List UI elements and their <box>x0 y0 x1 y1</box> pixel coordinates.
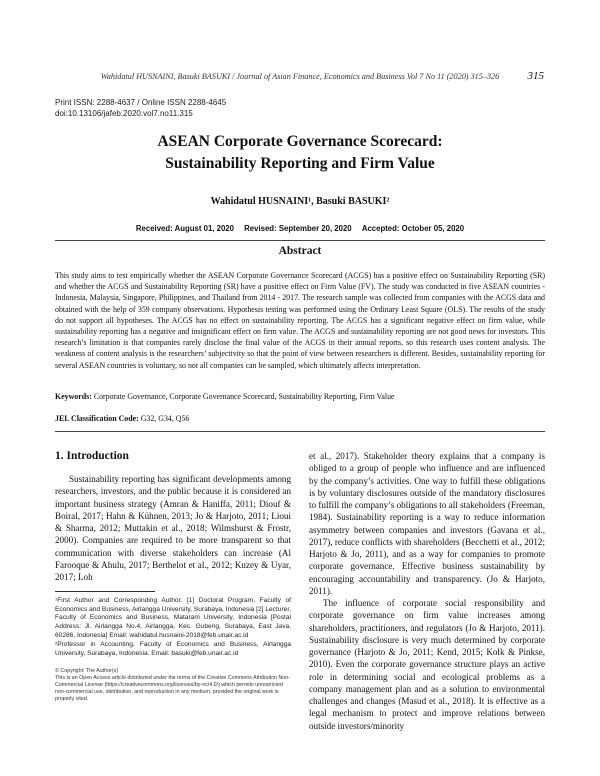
footnote-1: ¹First Author and Corresponding Author. [1] Doctoral Program, Faculty of Economics and Business, Airlangga University, Surabaya, Indonesia [2] Lecturer, Faculty of Economics and Business, Mataram University, Indonesia [Postal Address: Jl. Airlangga No.4, Airlangga, Kec. Gubeng, Surabaya, East Java, 60286, Indonesia] Email: wahidatul.husnaini-2018@feb.unair.ac.id <box>55 597 291 639</box>
copyright-notice <box>55 668 291 702</box>
revised-date: Revised: September 20, 2020 <box>244 224 352 233</box>
intro-paragraph-2: The influence of corporate social responsibility and corporate governance on firm value increases among shareholders, practitioners, and regulators (Jo & Harjoto, 2011). Sustainability disclosure is very much determined by corporate governance (Harjoto & Jo, 2011; Kend, 2015; Kolk & Pinkse, 2010). Even the corporate governance structure plays an active role in determining social and ecological problems as a company management plan and as a solution to environmental challenges and changes (Masud et al., 2018). It is effective as a legal mechanism to protect and improve relations between outside investors/minority <box>309 598 545 731</box>
left-column <box>55 450 291 702</box>
doi-line: doi:10.13106/jafeb.2020.vol7.no11.315 <box>55 109 193 118</box>
received-date: Received: August 01, 2020 <box>135 224 234 233</box>
issn-line: Print ISSN: 2288-4637 / Online ISSN 2288-4645 <box>55 98 227 107</box>
keywords-value: Corporate Governance, Corporate Governance Scorecard, Sustainability Reporting, Firm Value <box>93 392 395 401</box>
copyright-line-2: This is an Open Access article distributed under the terms of the Creative Commons Attribution Non-Commercial License (https://creativecommons.org/licenses/by-nc/4.0/) which permits unrestricted non-commercial use, distribution, and reproduction in any medium, provided the original work is properly cited. <box>55 675 290 702</box>
section-heading-introduction: 1. Introduction <box>55 450 129 462</box>
keywords-label: Keywords: <box>55 392 92 401</box>
submission-dates <box>0 224 600 233</box>
running-head: Wahidatul HUSNAINI, Basuki BASUKI / Journal of Asian Finance, Economics and Business Vol 7 No 11 (2020) 315–326 <box>100 72 500 81</box>
footnote-divider <box>55 591 155 592</box>
accepted-date: Accepted: October 05, 2020 <box>361 224 465 233</box>
keywords <box>55 392 545 401</box>
intro-paragraph-continuation: et al., 2017). Stakeholder theory explains that a company is obliged to a group of people who influence and are influenced by the company’s activities. One way to fulfill these obligations is by voluntary disclosures outside of the mandatory disclosures to fulfill the company’s obligations to all stakeholders (Freeman, 1984). Sustainability reporting is a way to reduce information asymmetry between companies and investors (Gavana et al., 2017), reduce conflicts with shareholders (Becchetti et al., 2012; Harjoto & Jo, 2011), and as a way for companies to promote corporate governance. Effective business sustainability by encouraging accountability and transparency. (Jo & Harjoto, 2011). <box>309 451 545 596</box>
copyright-line-1: © Copyright: The Author(s) <box>55 668 118 675</box>
jel-value: G32, G34, Q56 <box>140 414 190 423</box>
top-divider <box>55 240 545 241</box>
author-list: Wahidatul HUSNAINI¹, Basuki BASUKI² <box>210 196 390 207</box>
abstract-divider <box>55 431 545 432</box>
footnotes <box>55 597 291 658</box>
right-column <box>309 450 545 732</box>
title-line-1: ASEAN Corporate Governance Scorecard: <box>157 133 443 150</box>
footnote-2: ²Professor in Accounting, Faculty of Economics and Business, Airlangga University, Surabaya, Indonesia. Email: basuki@feb.unair.ac.id <box>55 641 291 657</box>
paper-title <box>0 131 600 175</box>
abstract-text: This study aims to test empirically whether the ASEAN Corporate Governance Scorecard (ACGS) has a positive effect on Sustainability Reporting (SR) and whether the ACGS and Sustainability Reporting (SR) have a positive effect on Firm Value (FV). The study was conducted in five ASEAN countries - Indonesia, Malaysia, Singapore, Philippines, and Thailand from 2014 - 2017. The research sample was collected from companies with the ACGS data and obtained with the help of 359 company observations. Hypothesis testing was performed using the Ordinary Least Square (OLS). The results of the study do not support all hypotheses. The ACGS has no effect on sustainability reporting. The ACGS has a significant negative effect on firm value, while sustainability reporting has a negative and insignificant effect on firm value. The ACGS and sustainability reporting are not good news for investors. This research’s limitation is that companies rarely disclose the final value of the ACGS in their annual reports, so this research uses content analysis. The weakness of content analysis is the researchers’ subjectivity so that the point of view between researchers is different. Besides, sustainability reporting for several ASEAN countries is voluntary, so not all companies can be sampled, which ultimately affects interpretation. <box>55 271 545 370</box>
page-number: 315 <box>527 70 544 82</box>
abstract-heading: Abstract <box>278 245 322 257</box>
jel-label: JEL Classification Code: <box>55 414 139 423</box>
title-line-2: Sustainability Reporting and Firm Value <box>165 155 435 172</box>
identifiers <box>55 97 226 119</box>
jel-codes <box>55 414 545 423</box>
intro-paragraph-1: Sustainability reporting has significant developments among researchers, investors, and the public because it is considered an important business strategy (Amran & Haniffa, 2011; Diouf & Boiral, 2017; Hahn & Kühnen, 2013; Jo & Harjoto, 2011; Lioui & Sharma, 2012; Muttakin et al., 2018; Wilmshurst & Frostr, 2000). Companies are required to be more transparent so that communication with diverse stakeholders can increase (Al Farooque & Ahulu, 2017; Berthelot et al., 2012; Kuzey & Uyar, 2017; Loh <box>55 474 291 582</box>
